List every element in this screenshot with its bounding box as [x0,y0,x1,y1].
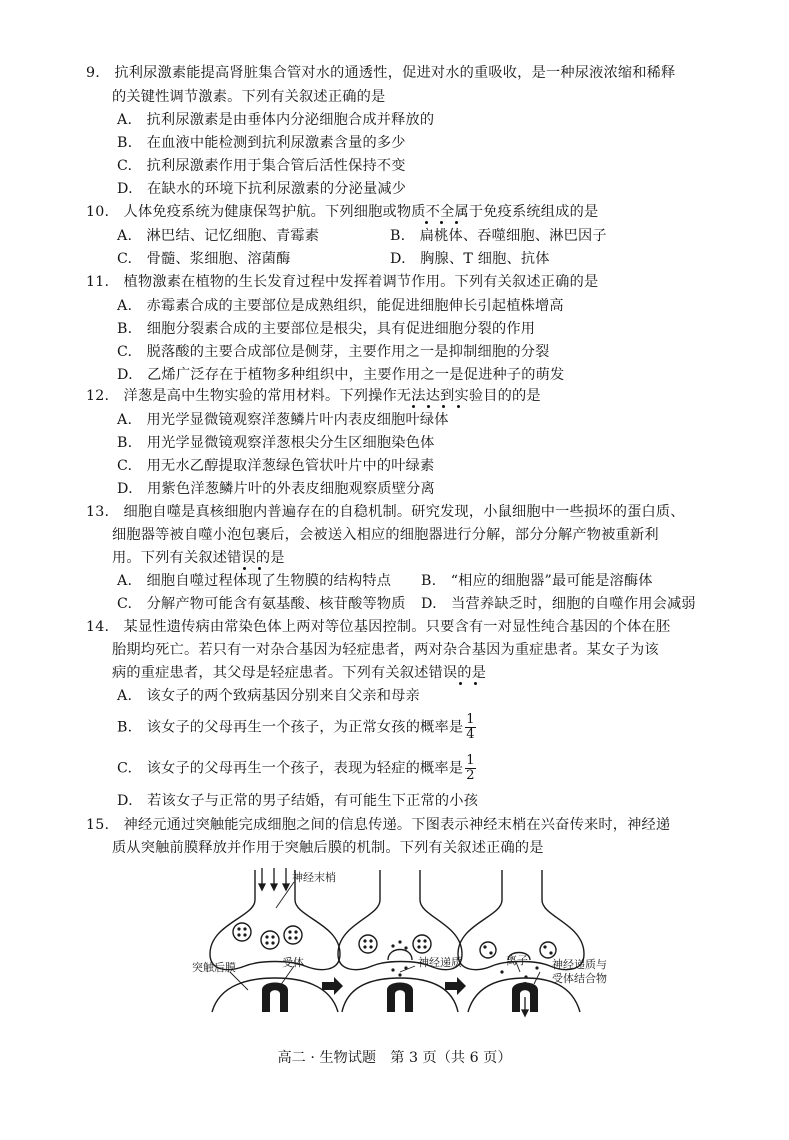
figure-label-complex-line2: 受体结合物 [552,972,607,985]
emphasis-dot [474,682,477,685]
q10-option-a: A. 淋巴结、记忆细胞、青霉素 [117,228,320,244]
q9-option-c: C. 抗利尿激素作用于集合管后活性保持不变 [117,158,406,174]
page-footer: 高二 · 生物试题 第 3 页（共 6 页） [277,1050,512,1066]
q9-stem: 9. 抗利尿激素能提高肾脏集合管对水的通透性，促进对水的重吸收，是一种尿液浓缩和稀释 [86,65,676,81]
q14-option-b-text: B. 该女子的父母再生一个孩子，为正常女孩的概率是 [117,719,464,736]
q10-option-d: D. 胸腺、T 细胞、抗体 [390,251,550,267]
emphasis-dot [455,221,458,224]
fraction-numerator: 1 [466,712,475,727]
q9-stem-cont: 的关键性调节激素。下列有关叙述正确的是 [112,89,386,105]
emphasis-dot [258,567,261,570]
q14-stem-cont2: 病的重症患者，其父母是轻症患者。下列有关叙述错误的是 [112,665,487,681]
fraction-denominator: 2 [466,768,475,783]
q9-option-d: D. 在缺水的环境下抗利尿激素的分泌量减少 [117,181,407,197]
q13-stem-cont2: 用。下列有关叙述错误的是 [112,550,285,566]
emphasis-dot [243,567,246,570]
figure-label-receptor: 受体 [282,956,304,969]
q9-option-a: A. 抗利尿激素是由垂体内分泌细胞合成并释放的 [117,112,435,128]
fraction-denominator: 4 [466,727,475,742]
q14-stem: 14. 某显性遗传病由常染色体上两对等位基因控制。只要含有一对显性纯合基因的个体在胚 [86,619,671,635]
q12-option-d: D. 用紫色洋葱鳞片叶的外表皮细胞观察质壁分离 [117,481,435,497]
emphasis-dot [425,221,428,224]
figure-label-postsynaptic: 突触后膜 [192,961,236,974]
q10-option-c: C. 骨髓、浆细胞、溶菌酶 [117,251,291,267]
q13-stem-cont: 细胞器等被自噬小泡包裹后，会被送入相应的细胞器进行分解，部分分解产物被重新利 [112,527,659,543]
emphasis-dot [457,405,460,408]
q14-option-c-text: C. 该女子的父母再生一个孩子，表现为轻症的概率是 [117,760,464,777]
q12-option-b: B. 用光学显微镜观察洋葱根尖分生区细胞染色体 [117,435,435,451]
q12-option-a: A. 用光学显微镜观察洋葱鳞片叶内表皮细胞叶绿体 [117,412,449,428]
q14-option-b [117,713,476,742]
emphasis-dot [442,405,445,408]
q14-option-a: A. 该女子的两个致病基因分别来自父亲和母亲 [117,688,420,704]
q11-stem: 11. 植物激素在植物的生长发育过程中发挥着调节作用。下列有关叙述正确的是 [86,274,599,290]
emphasis-dot [440,221,443,224]
q11-option-c: C. 脱落酸的主要合成部位是侧芽，主要作用之一是抑制细胞的分裂 [117,344,550,360]
figure-label-transmitter: 神经递质 [418,956,462,969]
q13-stem: 13. 细胞自噬是真核细胞内普遍存在的自稳机制。研究发现，小鼠细胞中一些损坏的蛋白质、 [86,504,685,520]
q12-option-c: C. 用无水乙醇提取洋葱绿色管状叶片中的叶绿素 [117,458,435,474]
q15-stem: 15. 神经元通过突触能完成细胞之间的信息传递。下图表示神经末梢在兴奋传来时，神经递 [86,817,671,833]
fraction [465,754,475,783]
q10-option-b: B. 扁桃体、吞噬细胞、淋巴因子 [390,228,607,244]
fraction [465,713,475,742]
figure-label-terminal: 神经末梢 [292,871,336,884]
q14-option-d: D. 若该女子与正常的男子结婚，有可能生下正常的小孩 [117,793,479,809]
q10-stem: 10. 人体免疫系统为健康保驾护航。下列细胞或物质不全属于免疫系统组成的是 [86,204,599,220]
q11-option-a: A. 赤霉素合成的主要部位是成熟组织，能促进细胞伸长引起植株增高 [117,298,564,314]
figure-label-complex-line1: 神经递质与 [552,958,607,971]
emphasis-dot [412,405,415,408]
fraction-numerator: 1 [466,753,475,768]
q14-option-c [117,754,476,783]
q9-option-b: B. 在血液中能检测到抗利尿激素含量的多少 [117,135,406,151]
q13-option-c: C. 分解产物可能含有氨基酸、核苷酸等物质 [117,596,406,612]
q13-option-a: A. 细胞自噬过程体现了生物膜的结构特点 [117,573,392,589]
q11-option-d: D. 乙烯广泛存在于植物多种组织中，主要作用之一是促进种子的萌发 [117,367,565,383]
q14-stem-cont: 胎期均死亡。若只有一对杂合基因为轻症患者，两对杂合基因为重症患者。某女子为该 [112,642,659,658]
q11-option-b: B. 细胞分裂素合成的主要部位是根尖，具有促进细胞分裂的作用 [117,321,536,337]
q13-option-d: D. 当营养缺乏时，细胞的自噬作用会减弱 [421,596,696,612]
synapse-figure [190,862,620,1018]
q13-option-b: B. “相应的细胞器”最可能是溶酶体 [421,573,653,589]
emphasis-dot [427,405,430,408]
q15-stem-cont: 质从突触前膜释放并作用于突触后膜的机制。下列有关叙述正确的是 [112,840,544,856]
q12-stem: 12. 洋葱是高中生物实验的常用材料。下列操作无法达到实验目的的是 [86,388,541,404]
emphasis-dot [459,682,462,685]
figure-label-ion: 离子 [506,954,528,967]
